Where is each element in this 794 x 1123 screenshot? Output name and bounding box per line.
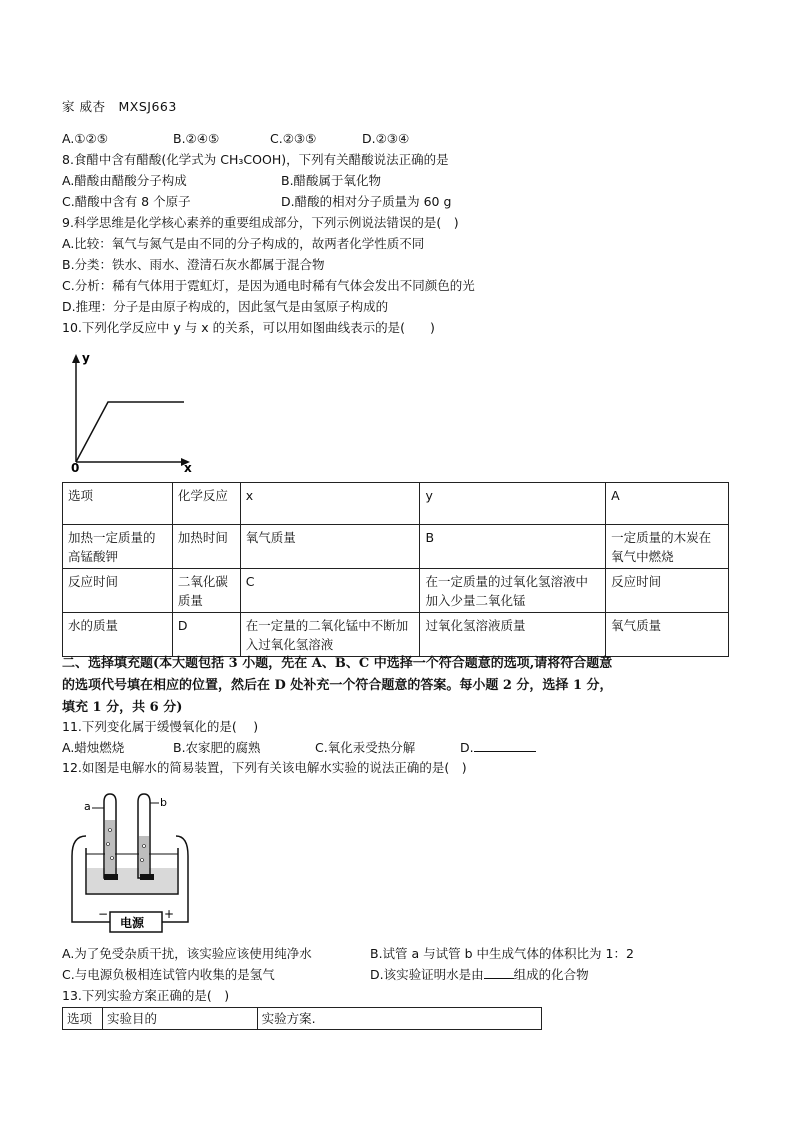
table-cell: 过氧化氢溶液质量 xyxy=(420,613,606,657)
table-cell: 选项 xyxy=(63,483,173,525)
graph-curve xyxy=(76,402,184,462)
minus-label: − xyxy=(98,907,109,921)
table-cell: 二氧化碳质量 xyxy=(172,569,240,613)
table-cell: 一定质量的木炭在氧气中燃烧 xyxy=(606,525,729,569)
table-row xyxy=(63,525,729,569)
table-header-cell: 实验方案. xyxy=(257,1008,541,1030)
q8-option-d: D.醋酸的相对分子质量为 60 g xyxy=(281,194,452,209)
table-cell: 在一定量的二氧化锰中不断加入过氧化氢溶液 xyxy=(240,613,420,657)
electrode-b xyxy=(140,874,154,880)
q10-table xyxy=(62,482,729,657)
table-cell: 在一定质量的过氧化氢溶液中加入少量二氧化锰 xyxy=(420,569,606,613)
table-cell: 反应时间 xyxy=(606,569,729,613)
section-heading-line1: 二、选择填充题(本大题包括 3 小题，先在 A、B、C 中选择一个符合题意的选项,请将符合题意 xyxy=(62,656,613,671)
table-cell: 化学反应 xyxy=(172,483,240,525)
q7-option-a: A.①②⑤ xyxy=(62,131,108,146)
section-heading-line3: 填充 1 分，共 6 分) xyxy=(62,700,183,715)
y-axis-arrow-icon xyxy=(72,354,80,363)
q12-option-d: D.该实验证明水是由 组成的化合物 xyxy=(370,967,589,982)
table-row xyxy=(63,569,729,613)
table-cell: y xyxy=(420,483,606,525)
q11-option-c: C.氧化汞受热分解 xyxy=(315,740,416,755)
liquid-b xyxy=(139,836,149,876)
q13-stem: 13.下列实验方案正确的是( ) xyxy=(62,988,230,1003)
q7-option-d: D.②③④ xyxy=(362,131,410,146)
table-cell: A xyxy=(606,483,729,525)
electrolysis-diagram xyxy=(64,786,204,936)
origin-label: 0 xyxy=(71,461,80,475)
q12-option-b: B.试管 a 与试管 b 中生成气体的体积比为 1：2 xyxy=(370,946,634,961)
q12-stem: 12.如图是电解水的简易装置，下列有关该电解水实验的说法正确的是( ) xyxy=(62,760,467,775)
q12-option-c: C.与电源负极相连试管内收集的是氢气 xyxy=(62,967,275,982)
x-axis-label: x xyxy=(184,461,192,475)
table-cell: 水的质量 xyxy=(63,613,173,657)
table-row xyxy=(63,483,729,525)
q8-option-b: B.醋酸属于氧化物 xyxy=(281,173,382,188)
power-label: 电源 xyxy=(120,916,145,930)
q13-table xyxy=(62,1007,542,1030)
q9-option-b: B.分类：铁水、雨水、澄清石灰水都属于混合物 xyxy=(62,257,325,272)
q8-option-c: C.醋酸中含有 8 个原子 xyxy=(62,194,191,209)
q9-option-a: A.比较：氧气与氮气是由不同的分子构成的，故两者化学性质不同 xyxy=(62,236,425,251)
q7-option-b: B.②④⑤ xyxy=(173,131,220,146)
table-cell: 氧气质量 xyxy=(240,525,420,569)
q9-stem: 9.科学思维是化学核心素养的重要组成部分，下列示例说法错误的是( ) xyxy=(62,215,459,230)
table-row xyxy=(63,613,729,657)
table-cell: 反应时间 xyxy=(63,569,173,613)
page-header: 家 威杏 MXSJ663 xyxy=(62,99,177,114)
table-header-cell: 实验目的 xyxy=(102,1008,257,1030)
table-cell: D xyxy=(172,613,240,657)
q11-option-b: B.农家肥的腐熟 xyxy=(173,740,261,755)
water xyxy=(87,868,177,893)
table-header-cell: 选项 xyxy=(63,1008,103,1030)
q8-option-a: A.醋酸由醋酸分子构成 xyxy=(62,173,187,188)
electrode-a xyxy=(104,874,118,880)
table-cell: 加热一定质量的高锰酸钾 xyxy=(63,525,173,569)
q8-stem: 8.食醋中含有醋酸(化学式为 CH₃COOH)，下列有关醋酸说法正确的是 xyxy=(62,152,449,167)
table-cell: C xyxy=(240,569,420,613)
tube-b-label: b xyxy=(160,796,167,809)
table-cell: 氧气质量 xyxy=(606,613,729,657)
table-cell: 加热时间 xyxy=(172,525,240,569)
q11-option-a: A.蜡烛燃烧 xyxy=(62,740,125,755)
q10-stem: 10.下列化学反应中 y 与 x 的关系，可以用如图曲线表示的是( ) xyxy=(62,320,435,335)
plus-label: + xyxy=(164,907,175,921)
tube-a-label: a xyxy=(84,800,91,813)
table-cell: B xyxy=(420,525,606,569)
answer-blank xyxy=(474,739,536,752)
q10-graph xyxy=(62,350,202,475)
q11-option-d: D. xyxy=(460,739,536,757)
q11-stem: 11.下列变化属于缓慢氧化的是( ) xyxy=(62,719,259,734)
table-header-row xyxy=(63,1008,542,1030)
section-heading-line2: 的选项代号填在相应的位置，然后在 D 处补充一个符合题意的答案。每小题 2 分，选择 1 分， xyxy=(62,678,613,693)
q9-option-c: C.分析：稀有气体用于霓虹灯，是因为通电时稀有气体会发出不同颜色的光 xyxy=(62,278,475,293)
table-cell: x xyxy=(240,483,420,525)
y-axis-label: y xyxy=(82,351,90,365)
q9-option-d: D.推理：分子是由原子构成的，因此氢气是由氢原子构成的 xyxy=(62,299,389,314)
answer-blank xyxy=(484,966,514,979)
q12-option-a: A.为了免受杂质干扰，该实验应该使用纯净水 xyxy=(62,946,312,961)
q7-option-c: C.②③⑤ xyxy=(270,131,317,146)
